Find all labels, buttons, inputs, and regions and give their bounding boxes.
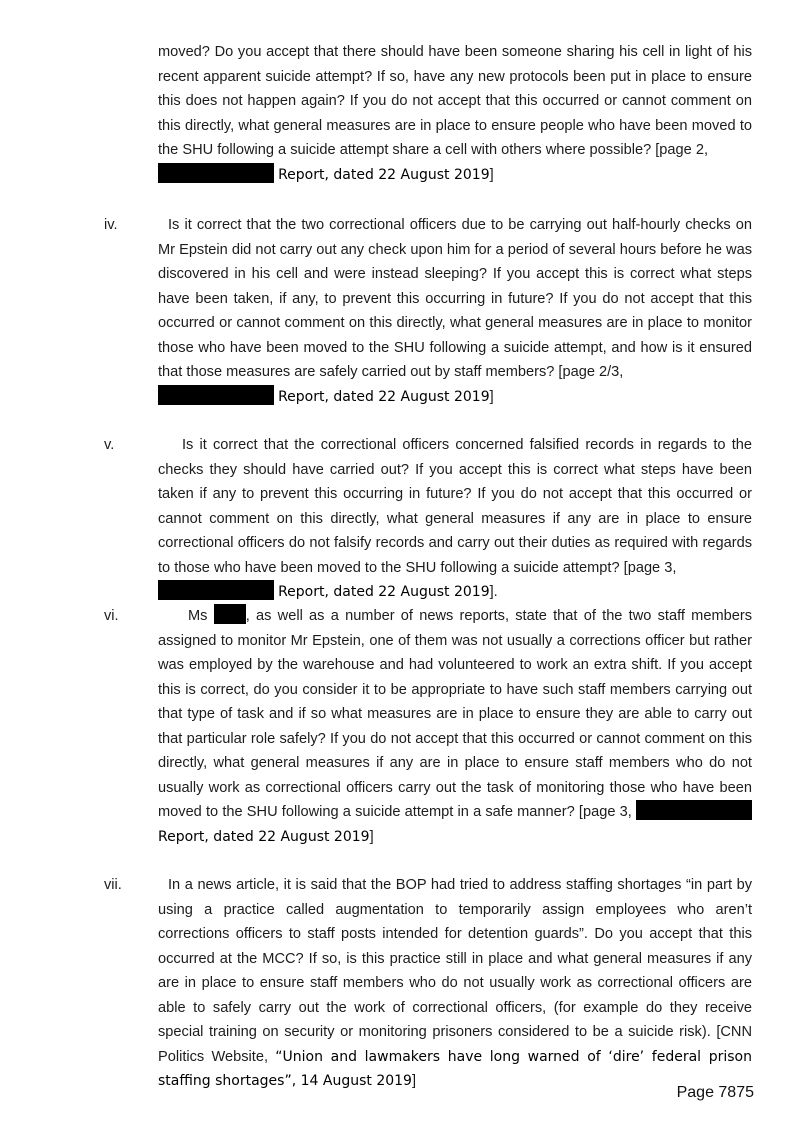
citation-close: ] <box>489 388 494 405</box>
citation: Report, dated 22 August 2019 <box>158 828 370 845</box>
item-number: iv. <box>104 217 118 233</box>
citation: Report, dated 22 August 2019 <box>278 584 490 600</box>
paragraph-text: In a news article, it is said that the BOP had tried to address staffing shortages “in part by using a practice called augmentation to temporarily assign employees who aren’t corrections officers to staff posts intended for detention guards”. Do you accept that this occurred at the MCC? If so, is this practice still in place and what general measures if any are in place to ensure staff members who do not usually work as correctional officers are able to safely carry out the work of correctional officers, (for example do they receive special training on security or monitoring prisoners considered to be a suicide risk). [CNN Politics Website, <box>158 877 752 1065</box>
citation-close: ] <box>489 166 494 183</box>
item-number: vii. <box>104 877 122 893</box>
citation: “Union and lawmakers have long warned of ‘dire’ federal prison staffing shortages”, 14 August 2019 <box>158 1048 752 1089</box>
citation-close: ] <box>369 828 374 845</box>
paragraph-vi <box>158 604 752 849</box>
citation-close: ] <box>411 1073 417 1089</box>
citation: Report, dated 22 August 2019 <box>278 388 490 405</box>
item-number: vi. <box>104 608 119 624</box>
paragraph-text: , as well as a number of news reports, state that of the two staff members assigned to monitor Mr Epstein, one of them was not usually a corrections officer but rather was employed by the warehouse and had volunteered to work an extra shift. If you accept this is correct, do you consider it to be appropriate to have such staff members carrying out that type of task and if so what measures are in place to ensure they are able to carry out that particular role safely? If you do not accept that this occurred or cannot comment on this directly, what general measures if any are in place to ensure staff members who do not usually work as correctional officers carry out the task of monitoring those who have been moved to the SHU following a suicide attempt in a safe manner? [page 3, <box>158 608 752 820</box>
citation-close: ]. <box>489 584 498 600</box>
redaction-box <box>636 800 752 820</box>
paragraph-text: Is it correct that the correctional officers concerned falsified records in regards to the checks they should have carried out? If you accept this is correct what steps have been taken if any to prevent this occurring in future? If you do not accept that this occurred or cannot comment on this directly, what general measures if any are in place to ensure correctional officers do not falsify records and carry out their duties as required with regards to those who have been moved to the SHU following a suicide attempt? [page 3, <box>158 437 752 576</box>
item-number: v. <box>104 437 115 453</box>
redaction-box <box>158 163 274 183</box>
citation: Report, dated 22 August 2019 <box>278 166 490 183</box>
redaction-box <box>158 580 274 600</box>
paragraph-prefix: Ms <box>188 608 208 624</box>
page-number: Page 7875 <box>676 1084 754 1101</box>
redaction-box <box>158 385 274 405</box>
paragraph-iv <box>158 213 752 409</box>
paragraph-text: Is it correct that the two correctional officers due to be carrying out half-hourly checks on Mr Epstein did not carry out any check upon him for a period of several hours before he was discovered in his cell and were instead sleeping? If you accept this is correct what steps have been taken, if any, to prevent this occurring in future? If you do not accept that this occurred or cannot comment on this directly, what general measures are in place to monitor those who have been moved to the SHU following a suicide attempt, and how is it ensured that those measures are safely carried out by staff members? [page 2/3, <box>158 217 752 380</box>
paragraph-vii <box>158 873 752 1094</box>
paragraph-iii-continued <box>158 40 752 187</box>
paragraph-v <box>158 433 752 605</box>
redaction-box <box>214 604 246 624</box>
paragraph-text: moved? Do you accept that there should have been someone sharing his cell in light of his recent apparent suicide attempt? If so, have any new protocols been put in place to ensure this does not happen again? If you do not accept that this occurred or cannot comment on this directly, what general measures are in place to ensure people who have been moved to the SHU following a suicide attempt share a cell with others where possible? [page 2, <box>158 44 752 158</box>
